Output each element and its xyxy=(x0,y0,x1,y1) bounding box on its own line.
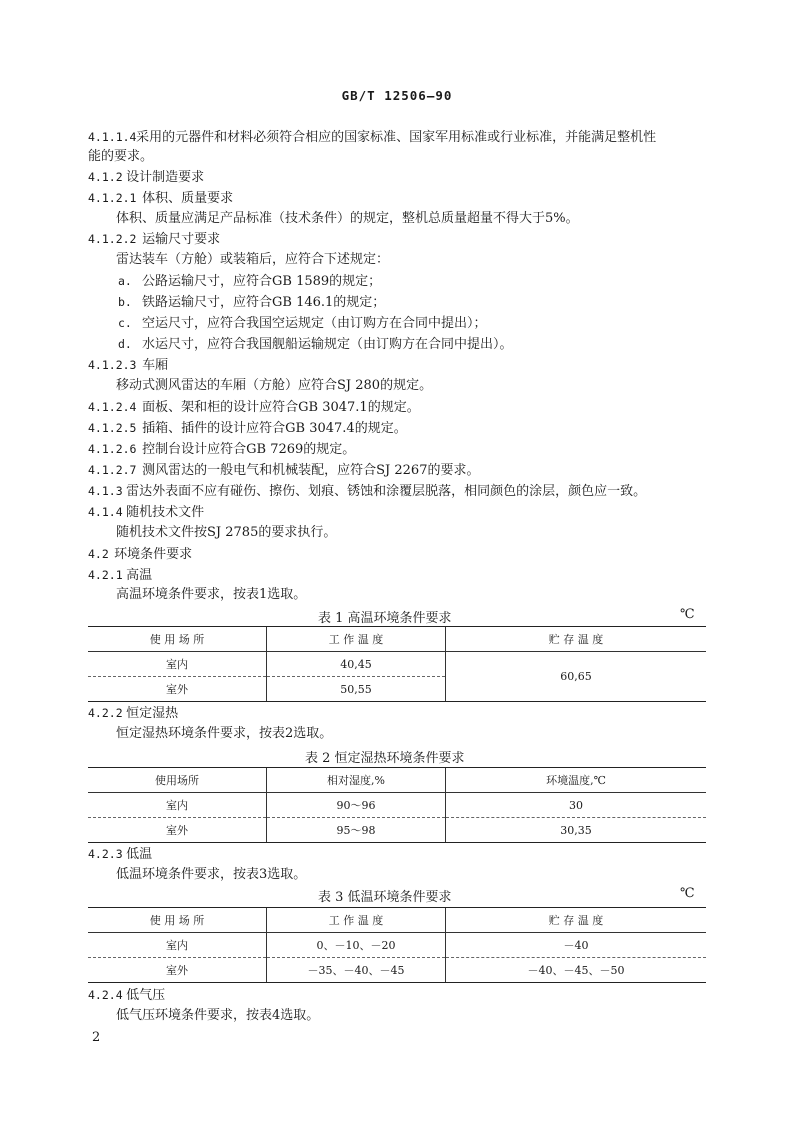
list-text: 铁路运输尺寸，应符合GB 146.1的规定； xyxy=(142,295,386,310)
table-row xyxy=(88,652,706,677)
table-cell: 60,65 xyxy=(446,652,707,702)
clause-number: 4.1.4 xyxy=(88,505,123,519)
clause-text: 面板、架和柜的设计应符合GB 3047.1的规定。 xyxy=(142,400,420,415)
clause-number: 4.2.1 xyxy=(88,568,123,582)
clause-heading: 设计制造要求 xyxy=(126,170,205,185)
clause-4-2-4 xyxy=(88,986,165,1005)
clause-number: 4.2 xyxy=(88,547,109,561)
clause-text: 测风雷达的一般电气和机械装配，应符合SJ 2267的要求。 xyxy=(142,463,480,478)
table1 xyxy=(88,626,706,702)
list-text: 水运尺寸，应符合我国舰船运输规定（由订购方在合同中提出）。 xyxy=(142,337,513,352)
paragraph xyxy=(116,1007,319,1025)
paragraph-text: 随机技术文件按SJ 2785的要求执行。 xyxy=(116,525,337,540)
paragraph xyxy=(116,866,306,884)
table-row xyxy=(88,933,706,958)
table-row xyxy=(88,793,706,818)
paragraph xyxy=(116,251,389,269)
table-row xyxy=(88,958,706,983)
table-cell: 室外 xyxy=(88,677,267,702)
clause-number: 4.1.2.2 xyxy=(88,232,137,246)
paragraph-text: 体积、质量应满足产品标准（技术条件）的规定，整机总质量超量不得大于5%。 xyxy=(116,211,579,226)
clause-number: 4.1.2.4 xyxy=(88,400,137,414)
clause-4-1-2-1 xyxy=(88,189,233,208)
table2-header-cell: 相对湿度,% xyxy=(267,768,446,793)
clause-heading: 随机技术文件 xyxy=(126,505,205,520)
paragraph-text: 雷达装车（方舱）或装箱后，应符合下述规定： xyxy=(116,252,390,267)
clause-number: 4.1.2.5 xyxy=(88,421,137,435)
paragraph xyxy=(116,210,579,228)
clause-4-1-2-4 xyxy=(88,398,420,417)
paragraph-text: 高温环境条件要求，按表1选取。 xyxy=(116,587,307,602)
clause-number: 4.2.2 xyxy=(88,706,123,720)
standard-header: GB/T 12506—90 xyxy=(341,88,453,103)
list-item xyxy=(118,293,385,312)
clause-number: 4.1.2.7 xyxy=(88,463,137,477)
clause-text: 采用的元器件和材料必须符合相应的国家标准、国家军用标准或行业标准，并能满足整机性 xyxy=(136,130,657,145)
clause-number: 4.1.1.4 xyxy=(88,130,137,144)
clause-4-1-2-5 xyxy=(88,419,407,438)
clause-4-2-1 xyxy=(88,566,152,585)
table3-header-cell: 贮 存 温 度 xyxy=(446,908,707,933)
table-cell: 30 xyxy=(446,793,707,818)
paragraph-text: 移动式测风雷达的车厢（方舱）应符合SJ 280的规定。 xyxy=(116,378,433,393)
table-cell: 95～98 xyxy=(267,818,446,843)
clause-text: 插箱、插件的设计应符合GB 3047.4的规定。 xyxy=(142,421,407,436)
table3-unit: ℃ xyxy=(680,886,695,901)
list-text: 空运尺寸，应符合我国空运规定（由订购方在合同中提出）； xyxy=(142,316,487,331)
table1-unit: ℃ xyxy=(680,607,695,622)
paragraph xyxy=(116,586,306,604)
clause-4-2-3 xyxy=(88,845,152,864)
page-number: 2 xyxy=(92,1030,101,1045)
clause-4-1-2-3 xyxy=(88,356,168,375)
clause-number: 4.2.4 xyxy=(88,988,123,1002)
paragraph-text: 低温环境条件要求，按表3选取。 xyxy=(116,867,307,882)
table1-header-cell: 工 作 温 度 xyxy=(267,627,446,652)
table-cell: 室内 xyxy=(88,793,267,818)
table-cell: －40、－45、－50 xyxy=(446,958,707,983)
table1-caption: 表 1 高温环境条件要求 xyxy=(318,611,452,626)
list-marker: d. xyxy=(118,337,132,351)
table3-header-cell: 使 用 场 所 xyxy=(88,908,267,933)
clause-number: 4.1.2 xyxy=(88,170,123,184)
paragraph-text: 恒定湿热环境条件要求，按表2选取。 xyxy=(116,726,333,741)
paragraph xyxy=(116,725,332,743)
clause-4-1-1-4 xyxy=(88,128,656,147)
table-cell: 室外 xyxy=(88,958,267,983)
clause-text: 能的要求。 xyxy=(88,149,154,164)
table3-header-cell: 工 作 温 度 xyxy=(267,908,446,933)
clause-heading: 低温 xyxy=(126,847,153,862)
table-cell: 室内 xyxy=(88,933,267,958)
table3-caption: 表 3 低温环境条件要求 xyxy=(318,890,452,905)
table-cell: 0、－10、－20 xyxy=(267,933,446,958)
table-cell: －35、－40、－45 xyxy=(267,958,446,983)
table-cell: 室外 xyxy=(88,818,267,843)
table-cell: 30,35 xyxy=(446,818,707,843)
table-cell: 室内 xyxy=(88,652,267,677)
clause-number: 4.1.3 xyxy=(88,484,123,498)
table2-caption: 表 2 恒定湿热环境条件要求 xyxy=(305,751,465,766)
clause-heading: 恒定湿热 xyxy=(126,706,179,721)
list-item xyxy=(118,335,513,354)
clause-text: 控制台设计应符合GB 7269的规定。 xyxy=(142,442,356,457)
clause-continuation xyxy=(88,148,153,166)
table-cell: 90～96 xyxy=(267,793,446,818)
clause-heading: 高温 xyxy=(126,568,153,583)
clause-number: 4.2.3 xyxy=(88,847,123,861)
table2 xyxy=(88,767,706,843)
clause-4-1-3 xyxy=(88,482,646,501)
table-cell: －40 xyxy=(446,933,707,958)
clause-text: 雷达外表面不应有碰伤、擦伤、划痕、锈蚀和涂覆层脱落，相同颜色的涂层，颜色应一致。 xyxy=(126,484,647,499)
clause-heading: 环境条件要求 xyxy=(114,547,193,562)
table-row xyxy=(88,818,706,843)
list-item xyxy=(118,314,487,333)
paragraph xyxy=(116,377,432,395)
clause-heading: 低气压 xyxy=(126,988,166,1003)
clause-number: 4.1.2.1 xyxy=(88,191,137,205)
clause-4-2 xyxy=(88,545,192,564)
table-cell: 40,45 xyxy=(267,652,446,677)
list-text: 公路运输尺寸，应符合GB 1589的规定； xyxy=(142,274,382,289)
clause-heading: 体积、质量要求 xyxy=(142,191,234,206)
paragraph-text: 低气压环境条件要求，按表4选取。 xyxy=(116,1008,320,1023)
table3 xyxy=(88,907,706,983)
clause-4-1-2-7 xyxy=(88,461,479,480)
table1-header-cell: 贮 存 温 度 xyxy=(446,627,707,652)
list-item xyxy=(118,272,381,291)
clause-4-1-4 xyxy=(88,503,204,522)
table2-header-cell: 使用场所 xyxy=(88,768,267,793)
list-marker: a. xyxy=(118,274,132,288)
table2-header-cell: 环境温度,℃ xyxy=(446,768,707,793)
clause-heading: 运输尺寸要求 xyxy=(142,232,221,247)
table1-header-cell: 使 用 场 所 xyxy=(88,627,267,652)
list-marker: b. xyxy=(118,295,132,309)
table-cell: 50,55 xyxy=(267,677,446,702)
clause-4-1-2-2 xyxy=(88,230,220,249)
clause-4-1-2-6 xyxy=(88,440,355,459)
clause-4-1-2 xyxy=(88,168,204,187)
list-marker: c. xyxy=(118,316,132,330)
clause-4-2-2 xyxy=(88,704,178,723)
clause-heading: 车厢 xyxy=(142,358,169,373)
clause-number: 4.1.2.3 xyxy=(88,358,137,372)
paragraph xyxy=(116,524,336,542)
clause-number: 4.1.2.6 xyxy=(88,442,137,456)
